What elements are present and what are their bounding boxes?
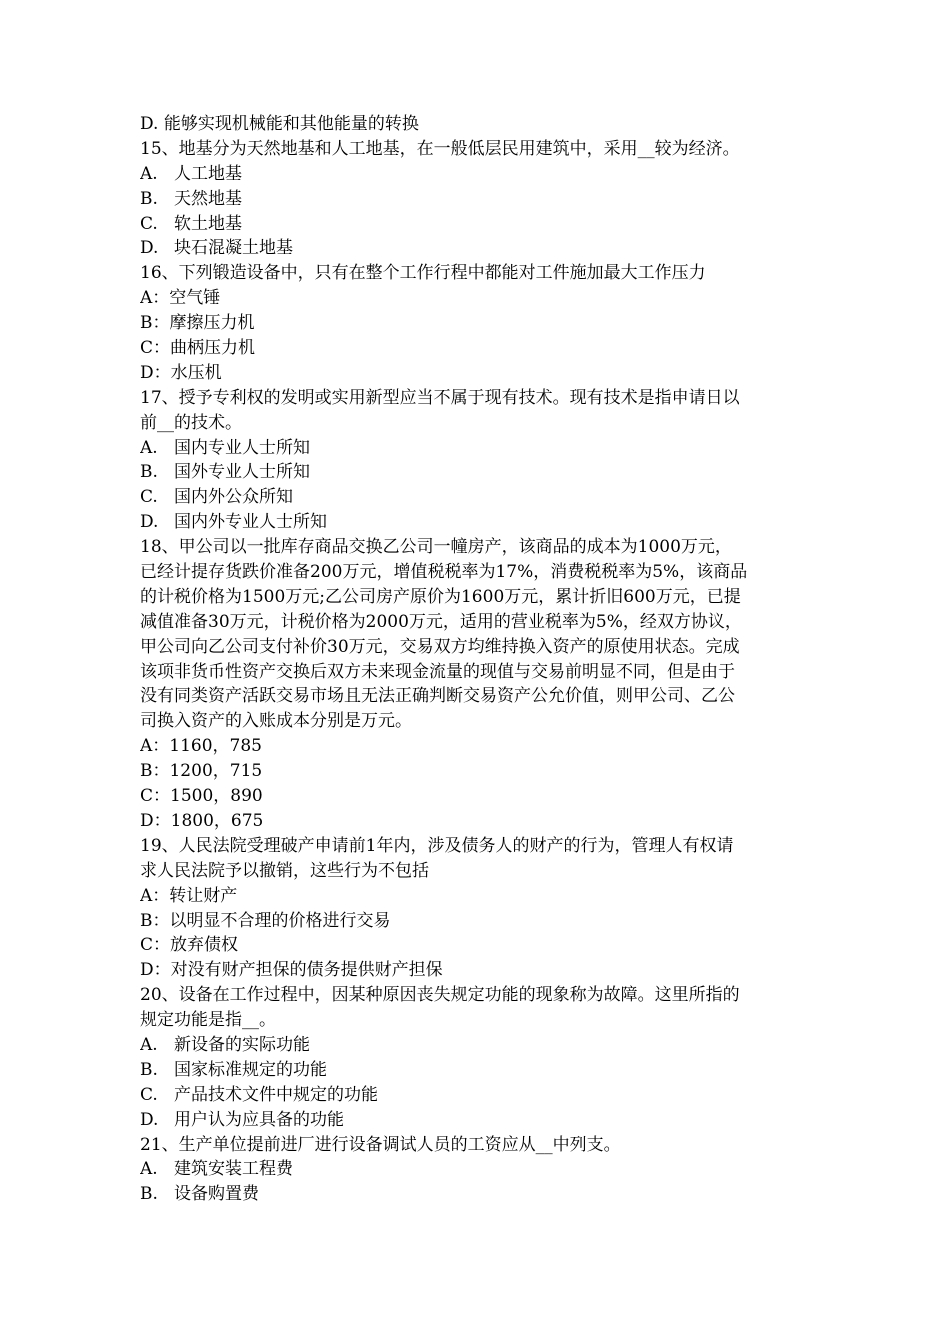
option-letter: D.: [140, 1109, 159, 1130]
text-line: A：转让财产: [140, 885, 238, 906]
option-text: 国内专业人士所知: [174, 437, 310, 458]
text-line: C：放弃债权: [140, 935, 239, 956]
option-letter: B.: [140, 188, 158, 209]
option-text: 产品技术文件中规定的功能: [174, 1084, 378, 1105]
option-letter: B.: [140, 1059, 158, 1080]
option-letter: D.: [140, 512, 159, 533]
text-line: B：以明显不合理的价格进行交易: [140, 910, 391, 931]
option-text: 国内外公众所知: [174, 487, 293, 508]
option-line: [140, 1182, 820, 1207]
option-line: [140, 1033, 820, 1058]
text-line: 已经计提存货跌价准备200万元，增值税税率为17%，消费税税率为5%，该商品: [140, 562, 748, 583]
text-line: C：曲柄压力机: [140, 338, 256, 359]
text-line: A：空气锤: [140, 288, 221, 309]
text-line: A：1160，785: [140, 736, 262, 757]
text-line: 甲公司向乙公司支付补价30万元，交易双方均维持换入资产的原使用状态。完成: [140, 636, 740, 657]
option-line: [140, 1058, 820, 1083]
text-line: C：1500，890: [140, 786, 263, 807]
text-line: 司换入资产的入账成本分别是万元。: [140, 711, 412, 732]
option-text: 天然地基: [174, 188, 242, 209]
option-line: [140, 212, 820, 237]
option-line: [140, 1108, 820, 1133]
option-letter: A.: [140, 1159, 158, 1180]
text-line: 前__的技术。: [140, 412, 242, 433]
option-text: 软土地基: [174, 213, 242, 234]
option-letter: A.: [140, 1034, 158, 1055]
option-line: [140, 1157, 820, 1182]
option-line: [140, 510, 820, 535]
option-text: 用户认为应具备的功能: [174, 1109, 344, 1130]
option-line: [140, 436, 820, 461]
text-line: B：摩擦压力机: [140, 313, 255, 334]
text-line: 21、生产单位提前进厂进行设备调试人员的工资应从__中列支。: [140, 1134, 621, 1155]
option-text: 块石混凝土地基: [174, 238, 293, 259]
option-letter: C.: [140, 213, 158, 234]
option-text: 新设备的实际功能: [174, 1034, 310, 1055]
text-line: 规定功能是指__。: [140, 1010, 276, 1031]
text-line: 的计税价格为1500万元;乙公司房产原价为1600万元，累计折旧600万元，已提: [140, 586, 741, 607]
text-line: 该项非货币性资产交换后双方未来现金流量的现值与交易前明显不同，但是由于: [140, 661, 735, 682]
document-page: [140, 112, 820, 1207]
text-line: 20、设备在工作过程中，因某种原因丧失规定功能的现象称为故障。这里所指的: [140, 985, 740, 1006]
option-line: [140, 485, 820, 510]
option-text: 人工地基: [174, 163, 242, 184]
text-line: 减值准备30万元，计税价格为2000万元，适用的营业税率为5%，经双方协议，: [140, 611, 742, 632]
option-text: 设备购置费: [174, 1184, 259, 1205]
text-line: 17、授予专利权的发明或实用新型应当不属于现有技术。现有技术是指申请日以: [140, 387, 740, 408]
option-line: [140, 162, 820, 187]
text-line: D：对没有财产担保的债务提供财产担保: [140, 960, 443, 981]
option-text: 国内外专业人士所知: [174, 512, 327, 533]
text-line: 19、人民法院受理破产申请前1年内，涉及债务人的财产的行为，管理人有权请: [140, 835, 734, 856]
text-line: 18、甲公司以一批库存商品交换乙公司一幢房产，该商品的成本为1000万元，: [140, 537, 732, 558]
option-line: [140, 460, 820, 485]
text-line: B：1200，715: [140, 761, 263, 782]
option-letter: B.: [140, 462, 158, 483]
option-letter: C.: [140, 487, 158, 508]
option-line: [140, 236, 820, 261]
option-line: [140, 187, 820, 212]
text-line: D. 能够实现机械能和其他能量的转换: [140, 114, 419, 134]
text-line: D：1800，675: [140, 810, 264, 831]
option-text: 国外专业人士所知: [174, 462, 310, 483]
text-line: 15、地基分为天然地基和人工地基，在一般低层民用建筑中，采用__较为经济。: [140, 138, 740, 159]
text-line: 求人民法院予以撤销，这些行为不包括: [140, 860, 429, 881]
option-letter: C.: [140, 1084, 158, 1105]
text-line: 16、下列锻造设备中，只有在整个工作行程中都能对工件施加最大工作压力: [140, 263, 706, 284]
option-letter: A.: [140, 437, 158, 458]
option-line: [140, 1083, 820, 1108]
option-letter: B.: [140, 1184, 158, 1205]
text-line: 没有同类资产活跃交易市场且无法正确判断交易资产公允价值，则甲公司、乙公: [140, 686, 735, 707]
text-line: D：水压机: [140, 362, 222, 383]
option-text: 建筑安装工程费: [174, 1159, 293, 1180]
option-letter: A.: [140, 163, 158, 184]
option-text: 国家标准规定的功能: [174, 1059, 327, 1080]
option-letter: D.: [140, 238, 159, 259]
